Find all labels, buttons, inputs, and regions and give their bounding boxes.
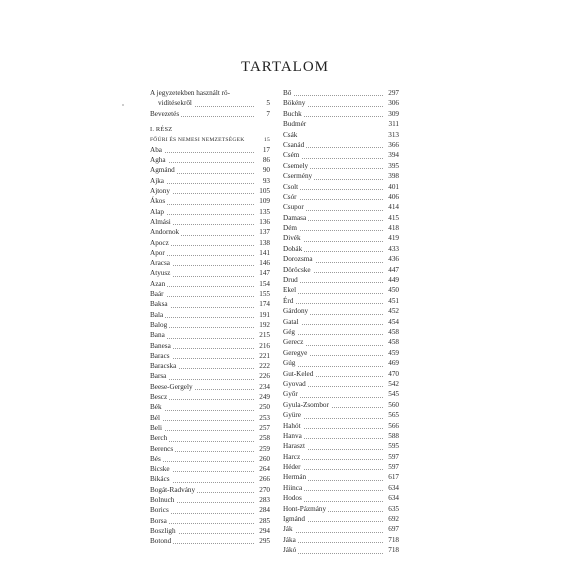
- toc-entry-page: 418: [383, 223, 399, 233]
- dot-leader: [283, 532, 385, 533]
- toc-entry: [283, 524, 399, 534]
- toc-entry-name: Hont-Pázmány: [283, 504, 327, 513]
- toc-entry-page: 250: [254, 402, 270, 412]
- toc-entry-page: 595: [383, 441, 399, 451]
- toc-entry: [150, 227, 270, 237]
- toc-entry: [150, 248, 270, 258]
- toc-entry-name: Drud: [283, 276, 298, 285]
- toc-entry: [150, 155, 270, 165]
- toc-entry-name: Dém: [283, 224, 297, 233]
- toc-entry-page: 597: [383, 452, 399, 462]
- page-title: TARTALOM: [240, 59, 330, 75]
- toc-entry-page: 136: [254, 217, 270, 227]
- toc-entry-name: Csermény: [283, 172, 313, 181]
- dot-leader: [150, 461, 256, 462]
- toc-entry-name: Andornok: [150, 228, 180, 237]
- toc-entry-name: A jegyzetekben használt rö-: [150, 89, 231, 97]
- toc-entry-page: 109: [254, 196, 270, 206]
- toc-entry-page: 718: [383, 535, 399, 545]
- toc-entry-name: Berencs: [150, 444, 174, 453]
- toc-entry-name: Botond: [150, 537, 172, 546]
- toc-entry: [283, 88, 399, 98]
- toc-entry: [283, 285, 399, 295]
- toc-entry-page: 449: [383, 275, 399, 285]
- toc-entry-name: Agha: [150, 156, 166, 165]
- toc-entry: [283, 369, 399, 379]
- toc-entry-name: Harcz: [283, 452, 301, 461]
- toc-entry: [150, 279, 270, 289]
- toc-entry-page: 313: [383, 130, 399, 140]
- toc-entry: [150, 536, 270, 546]
- toc-entry: [283, 254, 399, 264]
- toc-entry-name: Bescz: [150, 393, 168, 402]
- toc-entry: [283, 535, 399, 545]
- right-entry-list: [283, 88, 399, 556]
- toc-entry: [150, 258, 270, 268]
- toc-entry-name: Hahót: [283, 421, 301, 430]
- toc-entry: [283, 493, 399, 503]
- toc-entry-name: Gut-Keled: [283, 369, 314, 378]
- toc-entry: [150, 371, 270, 381]
- toc-entry: [150, 98, 270, 108]
- toc-entry-name: Ákos: [150, 197, 166, 206]
- toc-entry: [283, 504, 399, 514]
- toc-entry: [283, 244, 399, 254]
- toc-entry-name: Bökény: [283, 99, 306, 108]
- toc-entry-page: 560: [383, 400, 399, 410]
- toc-entry-page: 264: [254, 464, 270, 474]
- toc-entry-page: 17: [254, 145, 270, 155]
- toc-entry-page: 192: [254, 320, 270, 330]
- toc-entry-name: Budmér: [283, 120, 307, 129]
- toc-entry: [150, 299, 270, 309]
- toc-entry-page: 401: [383, 182, 399, 192]
- toc-entry-page: 414: [383, 202, 399, 212]
- toc-entry-page: 306: [383, 98, 399, 108]
- toc-entry: [283, 98, 399, 108]
- toc-entry: [150, 495, 270, 505]
- toc-entry: [150, 516, 270, 526]
- toc-entry: [150, 423, 270, 433]
- toc-entry-page: 257: [254, 423, 270, 433]
- toc-entry: [283, 192, 399, 202]
- toc-entry-page: 191: [254, 310, 270, 320]
- toc-entry-page: 597: [383, 462, 399, 472]
- toc-entry-page: 635: [383, 504, 399, 514]
- toc-entry-name: Ajtony: [150, 187, 170, 196]
- toc-entry-page: 155: [254, 289, 270, 299]
- toc-entry-page: 394: [383, 150, 399, 160]
- toc-entry: [283, 462, 399, 472]
- toc-entry: [150, 268, 270, 278]
- toc-entry-page: 470: [383, 369, 399, 379]
- toc-entry: [283, 275, 399, 285]
- toc-entry-page: 93: [254, 176, 270, 186]
- dot-leader: [150, 317, 256, 318]
- toc-entry: [283, 358, 399, 368]
- toc-entry-name: Almási: [150, 217, 171, 226]
- toc-entry: [150, 109, 270, 119]
- left-column: [150, 88, 270, 546]
- toc-entry: [150, 145, 270, 155]
- toc-entry-name: Csák: [283, 130, 298, 139]
- toc-entry-name: Agmánd: [150, 166, 175, 175]
- toc-entry: [283, 140, 399, 150]
- toc-entry-name: Haraszt: [283, 442, 305, 451]
- dot-leader: [283, 95, 385, 96]
- toc-entry-page: 542: [383, 379, 399, 389]
- toc-entry-name: Apor: [150, 248, 165, 257]
- dot-leader: [283, 553, 385, 554]
- toc-entry: [283, 130, 399, 140]
- toc-entry: [150, 186, 270, 196]
- toc-entry: [283, 306, 399, 316]
- toc-entry-name: Berch: [150, 434, 168, 443]
- toc-entry-page: 105: [254, 186, 270, 196]
- toc-entry-name: Bala: [150, 310, 164, 319]
- toc-entry-page: 447: [383, 265, 399, 275]
- toc-entry-name: Bana: [150, 331, 165, 340]
- toc-entry: [150, 330, 270, 340]
- toc-entry-page: 154: [254, 279, 270, 289]
- toc-entry-name: Azan: [150, 279, 166, 288]
- toc-entry: [150, 464, 270, 474]
- toc-entry-page: 216: [254, 341, 270, 351]
- stray-mark: [122, 104, 124, 106]
- toc-entry-name: Bék: [150, 403, 162, 412]
- dot-leader: [150, 152, 256, 153]
- toc-entry: [150, 526, 270, 536]
- toc-entry-name: Bicske: [150, 465, 170, 474]
- toc-entry-name: Dobák: [283, 244, 303, 253]
- toc-entry: [283, 348, 399, 358]
- front-matter-list: [150, 88, 270, 119]
- toc-entry-name: Baksa: [150, 300, 168, 309]
- toc-entry: [283, 327, 399, 337]
- toc-entry-page: 141: [254, 248, 270, 258]
- toc-entry-page: 221: [254, 351, 270, 361]
- dot-leader: [283, 334, 385, 335]
- toc-entry: [283, 514, 399, 524]
- toc-entry-name: Baracska: [150, 362, 177, 371]
- toc-entry-name: Gárdony: [283, 307, 309, 316]
- toc-entry-page: 258: [254, 433, 270, 443]
- toc-entry-name: Hermán: [283, 473, 307, 482]
- toc-entry-page: 7: [254, 109, 270, 119]
- toc-entry-name: Gyula-Zsombor: [283, 400, 329, 409]
- toc-entry: [150, 310, 270, 320]
- toc-entry-page: 309: [383, 109, 399, 119]
- toc-entry: [150, 88, 270, 98]
- toc-entry: [283, 296, 399, 306]
- toc-entry-name: Csór: [283, 192, 297, 201]
- toc-entry: [150, 444, 270, 454]
- toc-entry-page: 545: [383, 389, 399, 399]
- toc-entry-name: Csolt: [283, 182, 299, 191]
- toc-entry-page: 284: [254, 505, 270, 515]
- toc-entry: [150, 505, 270, 515]
- toc-entry: [283, 545, 399, 555]
- toc-entry-name: Ják: [283, 525, 293, 534]
- toc-entry: [283, 337, 399, 347]
- toc-entry: [150, 361, 270, 371]
- toc-entry-name: Gúg: [283, 359, 296, 368]
- toc-entry: [150, 382, 270, 392]
- toc-entry-page: 718: [383, 545, 399, 555]
- toc-entry: [283, 431, 399, 441]
- toc-entry: [283, 265, 399, 275]
- toc-entry-name: Gyüre: [283, 411, 301, 420]
- toc-entry-name: Csém: [283, 151, 300, 160]
- toc-entry: [150, 454, 270, 464]
- toc-entry: [283, 161, 399, 171]
- toc-entry: [283, 410, 399, 420]
- toc-entry: [150, 413, 270, 423]
- toc-entry-page: 454: [383, 317, 399, 327]
- toc-entry: [150, 207, 270, 217]
- toc-entry-page: 90: [254, 165, 270, 175]
- toc-entry-page: 234: [254, 382, 270, 392]
- toc-entry: [150, 165, 270, 175]
- toc-entry-page: 634: [383, 483, 399, 493]
- toc-entry: [283, 452, 399, 462]
- toc-entry-name: Aba: [150, 145, 162, 154]
- toc-entry-page: 253: [254, 413, 270, 423]
- toc-entry-name: Beese-Gergely: [150, 382, 193, 391]
- toc-entry-name: Bikács: [150, 475, 170, 484]
- toc-entry: [150, 392, 270, 402]
- toc-entry-name: Hodos: [283, 494, 302, 503]
- toc-entry-name: Geregye: [283, 348, 308, 357]
- toc-entry-name: Aracsa: [150, 259, 170, 268]
- toc-entry-page: 692: [383, 514, 399, 524]
- dot-leader: [283, 542, 385, 543]
- toc-entry-name: Gyovad: [283, 379, 306, 388]
- toc-entry-name: Gatal: [283, 317, 299, 326]
- left-entry-list: [150, 145, 270, 547]
- toc-entry-name: Csemely: [283, 161, 309, 170]
- toc-entry-page: 266: [254, 474, 270, 484]
- toc-entry-page: 366: [383, 140, 399, 150]
- toc-entry-name: Apocz: [150, 238, 169, 247]
- toc-entry: [150, 433, 270, 443]
- toc-entry-name: Balog: [150, 320, 168, 329]
- toc-entry: [283, 182, 399, 192]
- toc-entry-page: 566: [383, 421, 399, 431]
- toc-entry: [150, 474, 270, 484]
- dot-leader: [283, 293, 385, 294]
- toc-entry-page: 226: [254, 371, 270, 381]
- toc-entry-name: Borics: [150, 506, 169, 515]
- toc-entry-name: Bél: [150, 413, 160, 422]
- toc-entry-name: Jáka: [283, 535, 296, 544]
- toc-entry-name: Gerecz: [283, 338, 304, 347]
- toc-entry-name: Jákó: [283, 546, 297, 555]
- toc-entry-page: 147: [254, 268, 270, 278]
- toc-entry-name: Bés: [150, 454, 161, 463]
- toc-entry-page: 283: [254, 495, 270, 505]
- toc-entry-name: Érd: [283, 296, 294, 305]
- toc-entry-name: Csupor: [283, 203, 304, 212]
- toc-entry-page: 450: [383, 285, 399, 295]
- toc-entry-name: Bevezetés: [150, 109, 180, 118]
- dot-leader: [150, 296, 256, 297]
- toc-entry: [150, 320, 270, 330]
- section-page: 15: [254, 135, 270, 145]
- toc-entry: [283, 109, 399, 119]
- toc-entry: [150, 485, 270, 495]
- toc-entry-page: 295: [254, 536, 270, 546]
- toc-entry-page: 270: [254, 485, 270, 495]
- toc-entry-page: 285: [254, 516, 270, 526]
- toc-entry-page: 260: [254, 454, 270, 464]
- toc-entry-name: Dorozsma: [283, 255, 313, 264]
- toc-entry-page: 395: [383, 161, 399, 171]
- toc-entry-page: 419: [383, 233, 399, 243]
- section-subheading-row: [150, 135, 270, 145]
- toc-entry-page: 249: [254, 392, 270, 402]
- right-column: [283, 88, 399, 556]
- toc-entry-name: Csanád: [283, 140, 305, 149]
- toc-entry: [150, 341, 270, 351]
- toc-entry: [150, 402, 270, 412]
- toc-entry-name: Barsa: [150, 372, 167, 381]
- toc-entry-page: 398: [383, 171, 399, 181]
- toc-entry-name: Döröcske: [283, 265, 311, 274]
- toc-entry-page: 174: [254, 299, 270, 309]
- toc-entry-name: Beli: [150, 423, 162, 432]
- toc-entry: [150, 176, 270, 186]
- toc-entry: [283, 202, 399, 212]
- toc-entry: [283, 317, 399, 327]
- toc-entry-page: 138: [254, 238, 270, 248]
- toc-entry-page: 451: [383, 296, 399, 306]
- toc-entry-page: 406: [383, 192, 399, 202]
- toc-entry-page: 433: [383, 244, 399, 254]
- toc-entry: [150, 196, 270, 206]
- toc-entry-page: 469: [383, 358, 399, 368]
- toc-entry-name: Győr: [283, 390, 298, 399]
- toc-entry: [283, 483, 399, 493]
- toc-entry: [283, 389, 399, 399]
- toc-entry-page: 297: [383, 88, 399, 98]
- toc-entry-name: Bogát-Radvány: [150, 485, 196, 494]
- toc-entry-page: 135: [254, 207, 270, 217]
- toc-entry: [150, 351, 270, 361]
- toc-entry: [283, 233, 399, 243]
- dot-leader: [283, 303, 385, 304]
- toc-entry-page: 415: [383, 213, 399, 223]
- toc-entry-name: Hanva: [283, 431, 302, 440]
- toc-entry-page: 5: [254, 98, 270, 108]
- toc-entry-name: Borsa: [150, 516, 167, 525]
- toc-entry: [283, 441, 399, 451]
- toc-entry-page: 294: [254, 526, 270, 536]
- toc-entry-page: 458: [383, 337, 399, 347]
- toc-entry: [283, 400, 399, 410]
- toc-entry-name: Igmánd: [283, 515, 305, 524]
- toc-entry-name: Bő: [283, 89, 292, 97]
- toc-entry-name: Damasa: [283, 213, 307, 222]
- toc-entry-name: Héder: [283, 463, 301, 472]
- toc-entry-name: Gég: [283, 327, 295, 336]
- toc-entry-name: Boszligh: [150, 526, 176, 535]
- toc-entry: [283, 421, 399, 431]
- toc-entry-name: Baár: [150, 290, 164, 299]
- toc-entry-name: vidítésekről: [150, 98, 194, 108]
- toc-entry-name: Atyusz: [150, 269, 171, 278]
- toc-entry: [283, 150, 399, 160]
- toc-entry: [150, 217, 270, 227]
- dot-leader: [283, 366, 385, 367]
- toc-entry-name: Baracs: [150, 351, 170, 360]
- toc-entry-page: 311: [383, 119, 399, 129]
- toc-entry-name: Divék: [283, 234, 301, 243]
- toc-entry-name: Banesa: [150, 341, 171, 350]
- toc-entry-page: 222: [254, 361, 270, 371]
- toc-entry-page: 634: [383, 493, 399, 503]
- dot-leader: [150, 410, 256, 411]
- toc-entry-name: Buchk: [283, 109, 302, 118]
- section-heading: I. RÉSZ: [150, 125, 173, 133]
- toc-entry-page: 458: [383, 327, 399, 337]
- toc-entry: [283, 213, 399, 223]
- dot-leader: [150, 430, 256, 431]
- dot-leader: [150, 420, 256, 421]
- toc-entry-page: 459: [383, 348, 399, 358]
- toc-entry-page: 565: [383, 410, 399, 420]
- section-subheading: FŐÚRI ÉS NEMESI NEMZETSÉGEK: [150, 136, 245, 143]
- toc-entry-page: 617: [383, 472, 399, 482]
- toc-entry: [283, 171, 399, 181]
- toc-entry: [150, 289, 270, 299]
- toc-entry-name: Alap: [150, 207, 164, 216]
- toc-entry-page: 86: [254, 155, 270, 165]
- toc-entry-name: Bolnuch: [150, 495, 175, 504]
- toc-entry-page: 588: [383, 431, 399, 441]
- toc-entry-page: 259: [254, 444, 270, 454]
- toc-entry-page: 436: [383, 254, 399, 264]
- toc-entry-name: Hiinca: [283, 483, 303, 492]
- toc-entry-page: 137: [254, 227, 270, 237]
- toc-entry-name: Ajka: [150, 176, 164, 185]
- toc-entry: [283, 223, 399, 233]
- toc-entry-page: 215: [254, 330, 270, 340]
- toc-entry: [283, 472, 399, 482]
- toc-entry-name: Ekel: [283, 286, 297, 295]
- toc-entry: [283, 119, 399, 129]
- toc-entry-page: 146: [254, 258, 270, 268]
- toc-entry: [283, 379, 399, 389]
- toc-entry-page: 697: [383, 524, 399, 534]
- toc-entry: [150, 238, 270, 248]
- toc-entry-page: 452: [383, 306, 399, 316]
